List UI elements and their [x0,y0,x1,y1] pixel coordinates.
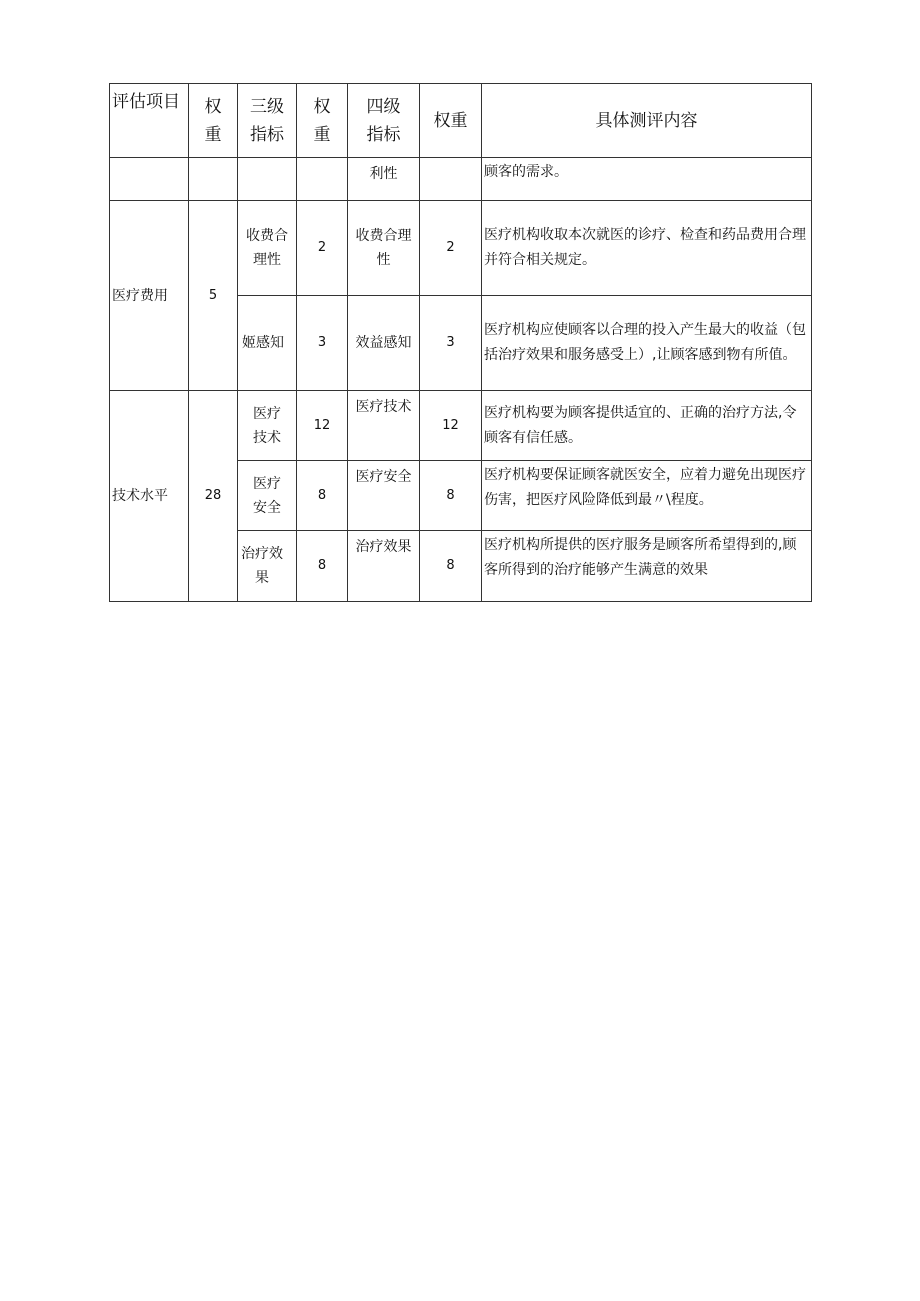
header-level3: 三级指标 [238,84,297,158]
cell-level3-weight [297,158,348,201]
cell-level3-weight: 8 [297,531,348,602]
cell-level4: 收费合理性 [348,201,420,296]
table-row [110,158,812,201]
header-level4: 四级指标 [348,84,420,158]
cell-level3-weight: 2 [297,201,348,296]
header-content: 具体测评内容 [482,84,812,158]
cell-level4-weight: 8 [420,461,482,531]
cell-level4: 效益感知 [348,296,420,391]
cell-content: 医疗机构所提供的医疗服务是顾客所希望得到的,顾客所得到的治疗能够产生满意的效果 [482,531,812,602]
cell-item: 技术水平 [110,391,189,602]
cell-level3: 姬感知 [238,296,297,391]
cell-level3-weight: 12 [297,391,348,461]
header-weight-3: 权重 [420,84,482,158]
cell-level3: 医疗安全 [238,461,297,531]
cell-item: 医疗费用 [110,201,189,391]
table-header-row [110,84,812,158]
cell-level4-weight: 12 [420,391,482,461]
table-row [110,201,812,296]
cell-level4: 医疗安全 [348,461,420,531]
cell-item-weight: 5 [189,201,238,391]
cell-level3-weight: 3 [297,296,348,391]
cell-content: 医疗机构收取本次就医的诊疗、检查和药品费用合理并符合相关规定。 [482,201,812,296]
cell-level4: 治疗效果 [348,531,420,602]
evaluation-table [109,83,812,602]
cell-level3: 治疗效果 [238,531,297,602]
cell-level4-weight: 3 [420,296,482,391]
table-row [110,391,812,461]
cell-item-weight: 28 [189,391,238,602]
header-weight-2: 权重 [297,84,348,158]
cell-level3-weight: 8 [297,461,348,531]
cell-level4-weight: 2 [420,201,482,296]
cell-level3: 收费合理性 [238,201,297,296]
cell-item [110,158,189,201]
cell-item-weight [189,158,238,201]
cell-level4: 医疗技术 [348,391,420,461]
cell-level4-weight [420,158,482,201]
cell-level4-weight: 8 [420,531,482,602]
cell-content: 顾客的需求。 [482,158,812,201]
header-item: 评估项目 [110,84,189,158]
cell-level3 [238,158,297,201]
cell-content: 医疗机构要保证顾客就医安全，应着力避免出现医疗伤害，把医疗风险降低到最〃\程度。 [482,461,812,531]
cell-level4: 利性 [348,158,420,201]
cell-content: 医疗机构要为顾客提供适宜的、正确的治疗方法,令顾客有信任感。 [482,391,812,461]
cell-content: 医疗机构应使顾客以合理的投入产生最大的收益（包括治疗效果和服务感受上）,让顾客感到物有所值。 [482,296,812,391]
header-weight-1: 权重 [189,84,238,158]
cell-level3: 医疗技术 [238,391,297,461]
